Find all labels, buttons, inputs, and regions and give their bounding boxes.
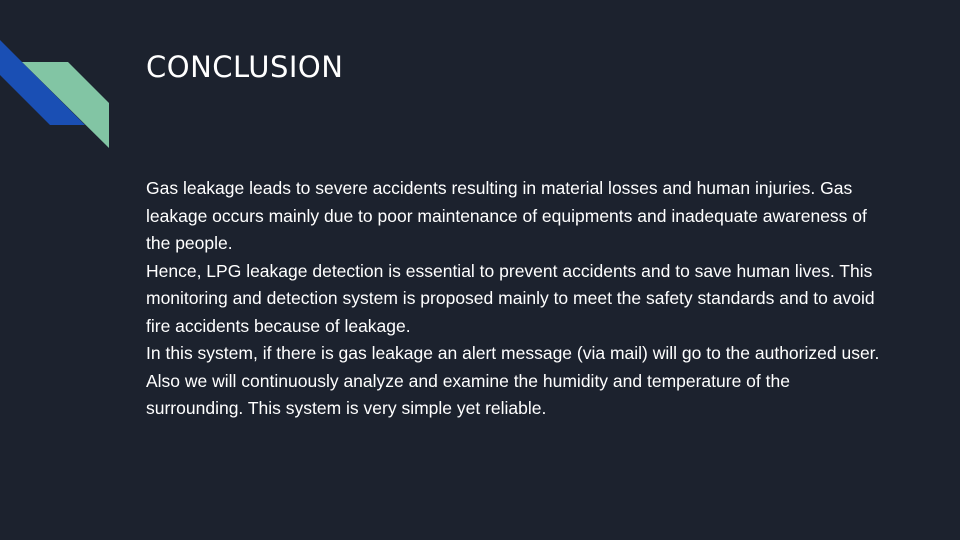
paragraph-gas-leakage: Gas leakage leads to severe accidents resulting in material losses and human injuries. Gas leakage occurs mainly due to poor maintenance of equipments and inadequate awareness of the people. — [146, 178, 867, 253]
paragraph-lpg-detection: Hence, LPG leakage detection is essential to prevent accidents and to save human lives. This monitoring and detection system is proposed mainly to meet the safety standards and to avoid fire accidents because of leakage. — [146, 260, 875, 336]
slide-body — [146, 175, 886, 423]
paragraph-humidity-temperature: Also we will continuously analyze and examine the humidity and temperature of the surrounding. This system is very simple yet reliable. — [146, 370, 790, 418]
corner-stripes-decoration — [0, 0, 120, 160]
paragraph-alert-message: In this system, if there is gas leakage an alert message (via mail) will go to the authorized user. — [146, 343, 880, 363]
slide-title: CONCLUSION — [146, 50, 344, 84]
